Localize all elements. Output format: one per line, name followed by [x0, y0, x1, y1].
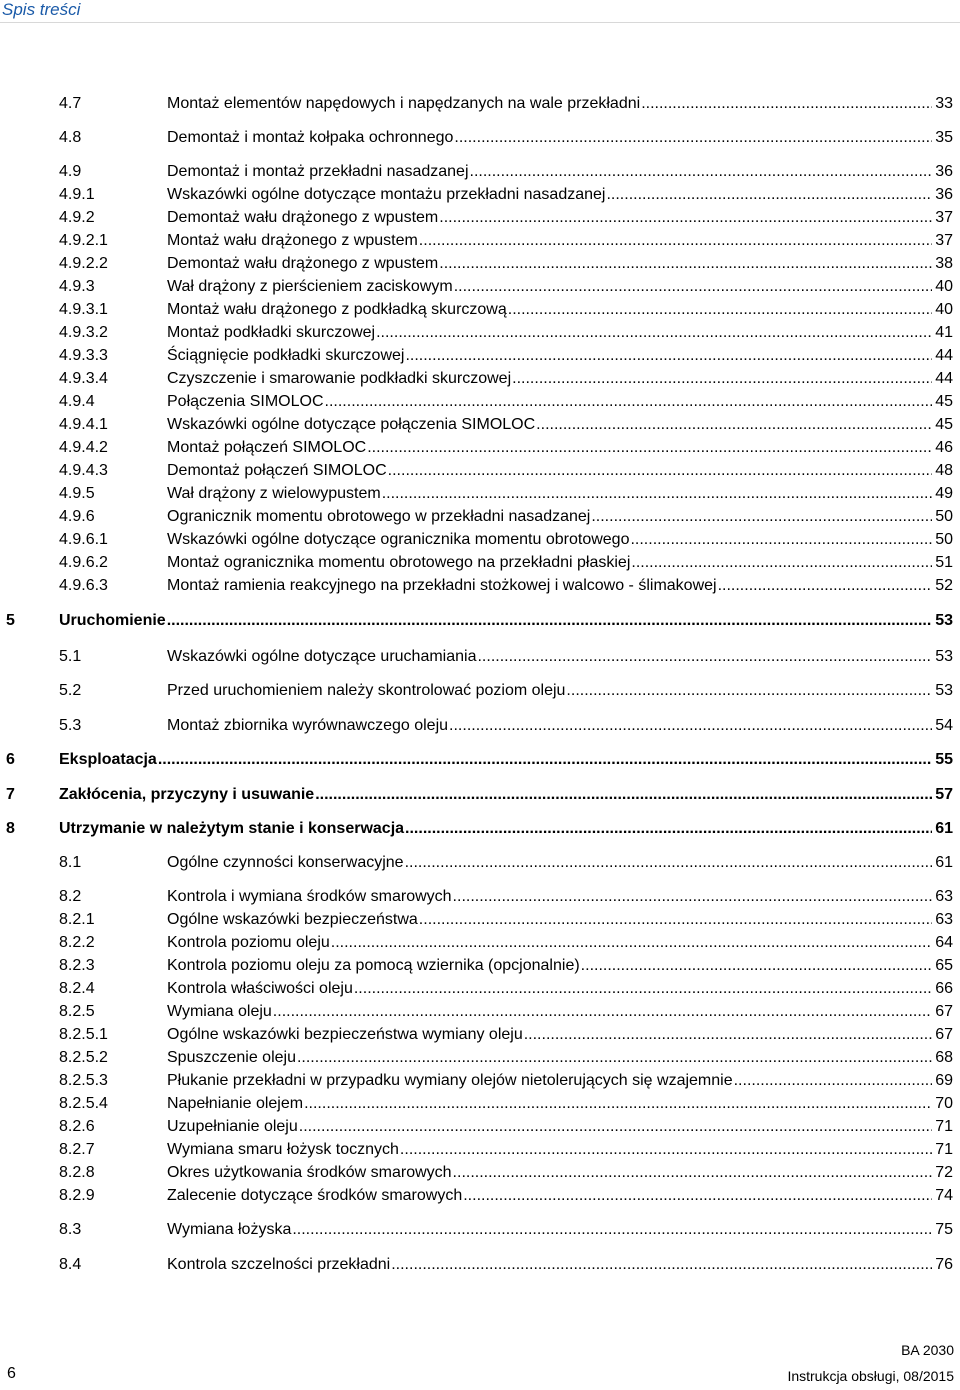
toc-dot-leader [591, 506, 932, 528]
toc-entry[interactable] [0, 852, 960, 874]
toc-entry-page: 50 [935, 508, 953, 525]
toc-entry-number: 8.2.7 [59, 1141, 95, 1158]
toc-entry-number: 8.2.5.3 [59, 1072, 108, 1089]
toc-dot-leader [388, 460, 933, 482]
toc-entry-title: Ogranicznik momentu obrotowego w przekładni nasadzanej [167, 508, 591, 525]
toc-entry-title: Ściągnięcie podkładki skurczowej [167, 347, 405, 364]
toc-entry-page: 48 [935, 462, 953, 479]
toc-entry[interactable] [0, 646, 960, 668]
toc-entry-page: 54 [935, 717, 953, 734]
toc-entry[interactable] [0, 1001, 960, 1023]
toc-entry[interactable] [0, 1254, 960, 1276]
toc-entry-number: 4.8 [59, 129, 82, 146]
toc-entry-page: 37 [935, 232, 953, 249]
toc-entry-title: Zakłócenia, przyczyny i usuwanie [59, 786, 315, 803]
toc-entry-page: 44 [935, 370, 953, 387]
toc-dot-leader [400, 1139, 932, 1161]
toc-entry-page: 41 [935, 324, 953, 341]
toc-dot-leader [631, 552, 932, 574]
toc-entry-title: Zalecenie dotyczące środków smarowych [167, 1187, 463, 1204]
toc-entry-page: 50 [935, 531, 953, 548]
toc-entry-number: 4.9 [59, 163, 82, 180]
toc-entry-number: 4.9.1 [59, 186, 95, 203]
toc-entry-title: Montaż ramienia reakcyjnego na przekładni stożkowej i walcowo - ślimakowej [167, 577, 717, 594]
toc-entry-number: 5.2 [59, 682, 82, 699]
toc-entry-number: 8.2.4 [59, 980, 95, 997]
toc-entry[interactable] [0, 552, 960, 574]
toc-dot-leader [405, 852, 933, 874]
toc-entry-page: 64 [935, 934, 953, 951]
toc-entry-number: 4.9.3.1 [59, 301, 108, 318]
toc-entry-title: Połączenia SIMOLOC [167, 393, 324, 410]
toc-entry[interactable] [0, 483, 960, 505]
toc-entry[interactable] [0, 391, 960, 413]
toc-entry-page: 68 [935, 1049, 953, 1066]
toc-entry-title: Okres użytkowania środków smarowych [167, 1164, 452, 1181]
toc-entry[interactable] [0, 1070, 960, 1092]
toc-entry-title: Wskazówki ogólne dotyczące uruchamiania [167, 648, 477, 665]
toc-entry[interactable] [0, 460, 960, 482]
toc-entry[interactable] [0, 715, 960, 737]
toc-entry[interactable] [0, 932, 960, 954]
toc-entry-title: Utrzymanie w należytym stanie i konserwacja [59, 820, 405, 837]
toc-entry-page: 37 [935, 209, 953, 226]
toc-chapter-entry[interactable] [0, 749, 960, 771]
toc-entry-page: 45 [935, 416, 953, 433]
toc-entry-number: 8.2.9 [59, 1187, 95, 1204]
toc-entry-title: Ogólne wskazówki bezpieczeństwa wymiany oleju [167, 1026, 523, 1043]
toc-entry[interactable] [0, 437, 960, 459]
toc-entry[interactable] [0, 207, 960, 229]
toc-dot-leader [315, 784, 932, 806]
toc-entry-page: 66 [935, 980, 953, 997]
toc-entry[interactable] [0, 1116, 960, 1138]
toc-entry-page: 36 [935, 163, 953, 180]
toc-entry-title: Wał drążony z pierścieniem zaciskowym [167, 278, 453, 295]
toc-entry-page: 38 [935, 255, 953, 272]
toc-dot-leader [512, 368, 932, 390]
toc-entry-title: Demontaż wału drążonego z wpustem [167, 255, 439, 272]
toc-entry-number: 5.3 [59, 717, 82, 734]
toc-dot-leader [297, 1047, 932, 1069]
toc-entry-number: 4.9.3 [59, 278, 95, 295]
toc-dot-leader [367, 437, 932, 459]
toc-entry-title: Eksploatacja [59, 751, 157, 768]
toc-entry-title: Ogólne wskazówki bezpieczeństwa [167, 911, 418, 928]
toc-entry-number: 4.9.3.4 [59, 370, 108, 387]
toc-entry[interactable] [0, 93, 960, 115]
toc-dot-leader [304, 1093, 932, 1115]
toc-chapter-entry[interactable] [0, 784, 960, 806]
toc-dot-leader [470, 161, 933, 183]
toc-dot-leader [331, 932, 932, 954]
toc-entry-title: Wymiana łożyska [167, 1221, 292, 1238]
toc-entry[interactable] [0, 1047, 960, 1069]
toc-entry-page: 53 [935, 612, 953, 629]
toc-entry[interactable] [0, 322, 960, 344]
toc-entry-title: Montaż połączeń SIMOLOC [167, 439, 367, 456]
toc-entry-title: Montaż elementów napędowych i napędzanych na wale przekładni [167, 95, 641, 112]
document-code: BA 2030 [901, 1342, 954, 1358]
toc-entry-number: 8.4 [59, 1256, 82, 1273]
toc-entry-page: 71 [935, 1141, 953, 1158]
toc-dot-leader [734, 1070, 933, 1092]
toc-entry-title: Wymiana oleju [167, 1003, 272, 1020]
toc-entry-number: 4.9.4.2 [59, 439, 108, 456]
toc-dot-leader [325, 391, 933, 413]
document-title-date: Instrukcja obsługi, 08/2015 [787, 1368, 954, 1384]
toc-entry-page: 33 [935, 95, 953, 112]
toc-dot-leader [453, 886, 933, 908]
toc-entry-title: Wskazówki ogólne dotyczące ogranicznika momentu obrotowego [167, 531, 630, 548]
toc-entry-title: Napełnianie olejem [167, 1095, 304, 1112]
toc-entry-title: Spuszczenie oleju [167, 1049, 296, 1066]
toc-entry-page: 72 [935, 1164, 953, 1181]
toc-entry-page: 35 [935, 129, 953, 146]
toc-dot-leader [299, 1116, 932, 1138]
toc-entry-number: 5 [6, 612, 15, 629]
toc-entry-title: Montaż zbiornika wyrównawczego oleju [167, 717, 449, 734]
toc-entry[interactable] [0, 1093, 960, 1115]
toc-entry-number: 8.3 [59, 1221, 82, 1238]
toc-entry[interactable] [0, 909, 960, 931]
toc-entry-page: 65 [935, 957, 953, 974]
toc-entry[interactable] [0, 127, 960, 149]
toc-dot-leader [508, 299, 932, 321]
toc-entry[interactable] [0, 680, 960, 702]
toc-entry-title: Demontaż i montaż przekładni nasadzanej [167, 163, 469, 180]
toc-entry-number: 8.2 [59, 888, 82, 905]
page-number: 6 [7, 1365, 16, 1382]
toc-dot-leader [382, 483, 933, 505]
toc-entry[interactable] [0, 230, 960, 252]
toc-entry[interactable] [0, 1024, 960, 1046]
toc-entry-title: Demontaż i montaż kołpaka ochronnego [167, 129, 454, 146]
toc-dot-leader [354, 978, 932, 1000]
toc-chapter-entry[interactable] [0, 610, 960, 632]
toc-entry[interactable] [0, 368, 960, 390]
toc-entry-number: 4.7 [59, 95, 82, 112]
toc-dot-leader [718, 575, 933, 597]
toc-entry-title: Kontrola szczelności przekładni [167, 1256, 391, 1273]
toc-entry-number: 8.2.6 [59, 1118, 95, 1135]
toc-entry-title: Kontrola poziomu oleju [167, 934, 330, 951]
toc-dot-leader [453, 1162, 933, 1184]
toc-entry-page: 69 [935, 1072, 953, 1089]
toc-dot-leader [376, 322, 932, 344]
toc-entry-page: 55 [935, 751, 953, 768]
toc-entry-page: 63 [935, 911, 953, 928]
toc-entry-number: 8.2.3 [59, 957, 95, 974]
toc-entry[interactable] [0, 1185, 960, 1207]
toc-entry-page: 71 [935, 1118, 953, 1135]
toc-entry[interactable] [0, 955, 960, 977]
toc-entry-page: 44 [935, 347, 953, 364]
toc-entry-number: 4.9.2.1 [59, 232, 108, 249]
toc-entry-number: 4.9.3.2 [59, 324, 108, 341]
toc-dot-leader [292, 1219, 932, 1241]
toc-entry[interactable] [0, 299, 960, 321]
toc-entry-page: 49 [935, 485, 953, 502]
toc-entry[interactable] [0, 161, 960, 183]
toc-entry-title: Uzupełnianie oleju [167, 1118, 298, 1135]
toc-dot-leader [158, 749, 932, 771]
toc-dot-leader [477, 646, 932, 668]
toc-entry[interactable] [0, 276, 960, 298]
toc-entry-number: 5.1 [59, 648, 82, 665]
toc-entry-page: 67 [935, 1026, 953, 1043]
toc-entry[interactable] [0, 506, 960, 528]
toc-dot-leader [167, 610, 933, 632]
toc-entry-title: Montaż podkładki skurczowej [167, 324, 376, 341]
toc-entry-page: 40 [935, 301, 953, 318]
toc-entry[interactable] [0, 184, 960, 206]
toc-entry-page: 40 [935, 278, 953, 295]
toc-entry-number: 4.9.5 [59, 485, 95, 502]
toc-entry-page: 67 [935, 1003, 953, 1020]
toc-entry-title: Demontaż wału drążonego z wpustem [167, 209, 439, 226]
toc-dot-leader [439, 253, 932, 275]
toc-entry-page: 51 [935, 554, 953, 571]
toc-entry[interactable] [0, 529, 960, 551]
toc-entry-title: Kontrola poziomu oleju za pomocą wziernika (opcjonalnie) [167, 957, 580, 974]
toc-entry-title: Czyszczenie i smarowanie podkładki skurczowej [167, 370, 512, 387]
toc-entry-title: Płukanie przekładni w przypadku wymiany olejów nietolerujących się wzajemnie [167, 1072, 733, 1089]
toc-dot-leader [454, 127, 932, 149]
toc-entry-number: 4.9.2 [59, 209, 95, 226]
toc-entry[interactable] [0, 978, 960, 1000]
toc-entry[interactable] [0, 1219, 960, 1241]
toc-entry-number: 4.9.6 [59, 508, 95, 525]
toc-entry-number: 8.2.5.1 [59, 1026, 108, 1043]
toc-dot-leader [405, 345, 932, 367]
toc-entry-page: 75 [935, 1221, 953, 1238]
toc-dot-leader [581, 955, 933, 977]
toc-entry-title: Kontrola właściwości oleju [167, 980, 353, 997]
toc-entry-page: 70 [935, 1095, 953, 1112]
toc-entry[interactable] [0, 1162, 960, 1184]
toc-entry-page: 52 [935, 577, 953, 594]
toc-entry-number: 4.9.4.1 [59, 416, 108, 433]
toc-dot-leader [630, 529, 932, 551]
toc-entry-number: 4.9.4.3 [59, 462, 108, 479]
toc-entry-number: 4.9.6.3 [59, 577, 108, 594]
toc-entry-number: 7 [6, 786, 15, 803]
toc-entry-number: 8.2.5.4 [59, 1095, 108, 1112]
toc-entry-title: Wskazówki ogólne dotyczące połączenia SIMOLOC [167, 416, 536, 433]
toc-entry-page: 76 [935, 1256, 953, 1273]
toc-dot-leader [536, 414, 932, 436]
toc-dot-leader [273, 1001, 932, 1023]
toc-entry-number: 8 [6, 820, 15, 837]
toc-entry[interactable] [0, 886, 960, 908]
toc-entry-title: Uruchomienie [59, 612, 166, 629]
toc-entry-page: 53 [935, 682, 953, 699]
toc-entry-title: Demontaż połączeń SIMOLOC [167, 462, 387, 479]
toc-entry-title: Kontrola i wymiana środków smarowych [167, 888, 452, 905]
toc-entry-number: 4.9.4 [59, 393, 95, 410]
toc-dot-leader [454, 276, 932, 298]
toc-entry-number: 4.9.2.2 [59, 255, 108, 272]
toc-dot-leader [419, 230, 932, 252]
toc-entry[interactable] [0, 575, 960, 597]
toc-entry-page: 45 [935, 393, 953, 410]
toc-dot-leader [391, 1254, 932, 1276]
toc-entry-page: 74 [935, 1187, 953, 1204]
toc-entry-number: 8.2.1 [59, 911, 95, 928]
toc-entry-title: Montaż wału drążonego z wpustem [167, 232, 418, 249]
toc-entry-number: 4.9.3.3 [59, 347, 108, 364]
toc-entry[interactable] [0, 1139, 960, 1161]
toc-entry-number: 4.9.6.1 [59, 531, 108, 548]
toc-dot-leader [405, 818, 932, 840]
toc-entry-number: 8.2.2 [59, 934, 95, 951]
toc-dot-leader [641, 93, 932, 115]
toc-entry-title: Montaż wału drążonego z podkładką skurczową [167, 301, 507, 318]
toc-entry-number: 8.1 [59, 854, 82, 871]
toc-entry[interactable] [0, 345, 960, 367]
toc-dot-leader [449, 715, 932, 737]
toc-entry-title: Przed uruchomieniem należy skontrolować poziom oleju [167, 682, 566, 699]
toc-entry[interactable] [0, 253, 960, 275]
toc-dot-leader [419, 909, 932, 931]
toc-entry-page: 63 [935, 888, 953, 905]
toc-entry-page: 46 [935, 439, 953, 456]
toc-dot-leader [524, 1024, 932, 1046]
toc-entry-number: 8.2.5 [59, 1003, 95, 1020]
toc-entry-number: 8.2.8 [59, 1164, 95, 1181]
toc-entry-page: 53 [935, 648, 953, 665]
toc-dot-leader [439, 207, 932, 229]
toc-entry[interactable] [0, 414, 960, 436]
toc-entry-title: Montaż ogranicznika momentu obrotowego na przekładni płaskiej [167, 554, 631, 571]
toc-chapter-entry[interactable] [0, 818, 960, 840]
toc-entry-page: 61 [935, 854, 953, 871]
toc-entry-title: Wymiana smaru łożysk tocznych [167, 1141, 399, 1158]
toc-entry-title: Wskazówki ogólne dotyczące montażu przekładni nasadzanej [167, 186, 606, 203]
toc-entry-title: Ogólne czynności konserwacyjne [167, 854, 404, 871]
toc-entry-number: 8.2.5.2 [59, 1049, 108, 1066]
header-title: Spis treści [2, 0, 81, 19]
toc-entry-number: 6 [6, 751, 15, 768]
toc-dot-leader [606, 184, 932, 206]
toc-entry-page: 36 [935, 186, 953, 203]
toc-dot-leader [463, 1185, 932, 1207]
toc-dot-leader [566, 680, 932, 702]
toc-entry-title: Wał drążony z wielowypustem [167, 485, 381, 502]
toc-entry-page: 61 [935, 820, 953, 837]
toc-entry-page: 57 [935, 786, 953, 803]
toc-entry-number: 4.9.6.2 [59, 554, 108, 571]
